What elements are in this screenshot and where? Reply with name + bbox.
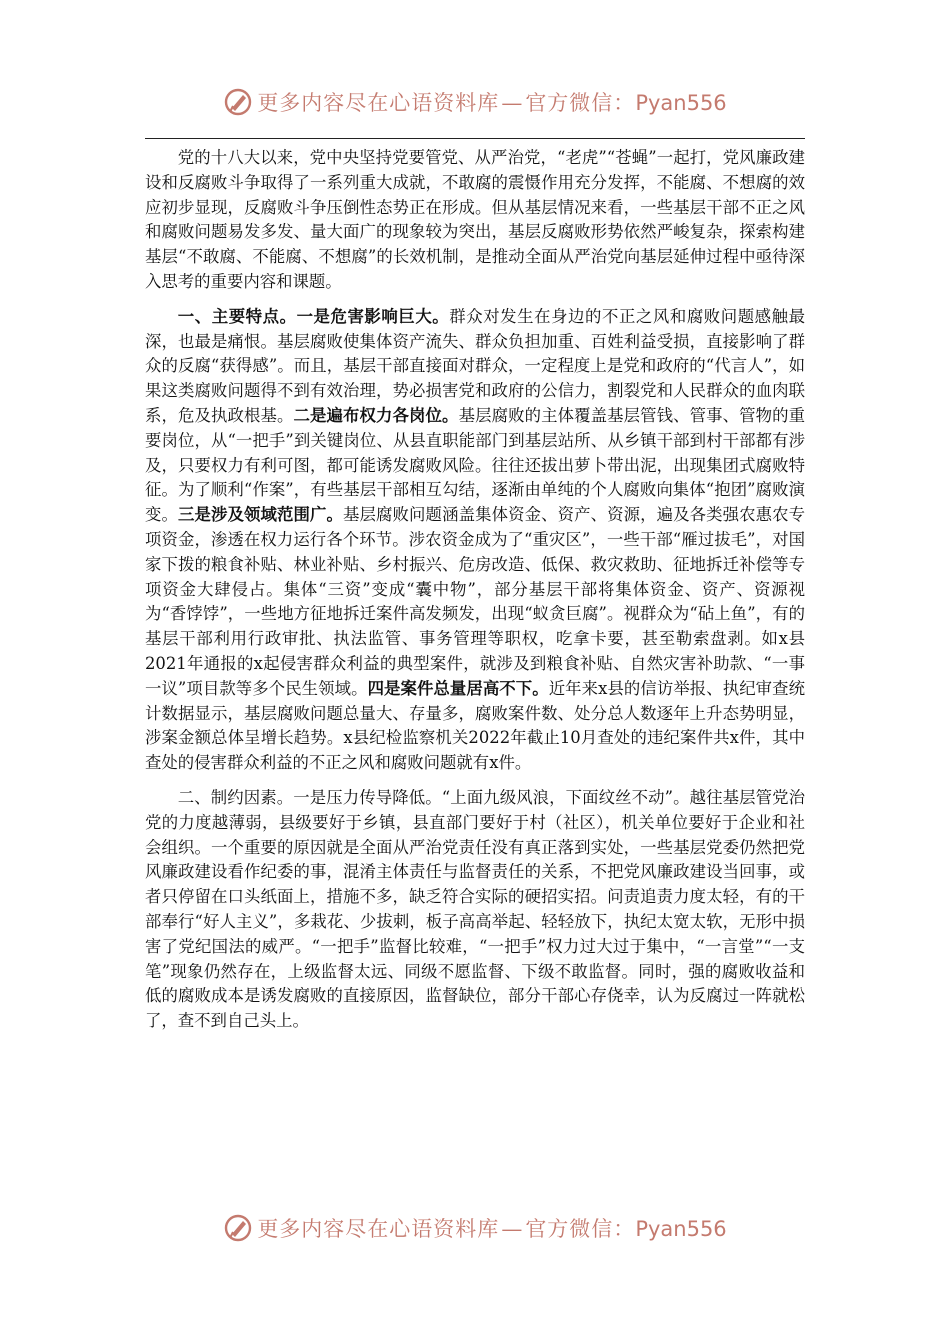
text-features-3: 基层腐败问题涵盖集体资金、资产、资源，遍及各类强农惠农专项资金，渗透在权力运行各个环节。涉农资金成为了“重灾区”，一些干部“雁过拔毛”，对国家下拨的粮食补贴、林业补贴、乡村振兴、危房改造、低保、救灾救助、征地拆迁补偿等专项资金大肆侵占。集体“三资”变成“囊中物”，部分基层干部将集体资金、资产、资源视为“香饽饽”，一些地方征地拆迁案件高发频发，出现“蚁贪巨腐”。视群众为“砧上鱼”，有的基层干部利用行政审批、执法监管、事务管理等职权，吃拿卡要，甚至勒索盘剥。如x县2021年通报的x起侵害群众利益的典型案件，就涉及到粮食补贴、自然灾害补助款、“一事一议”项目款等多个民生领域。 <box>145 505 806 698</box>
paragraph-features <box>145 305 805 776</box>
pen-logo-icon <box>223 87 253 117</box>
heading-features: 一、主要特点。一是危害影响巨大。 <box>177 306 450 326</box>
text-features-4: 近年来x县的信访举报、执纪审查统计数据显示，基层腐败问题总量大、存量多，腐败案件数、处分总人数逐年上升态势明显，涉案金额总体呈增长趋势。x县纪检监察机关2022年截止10月查处的违纪案件共x件，其中查处的侵害群众利益的不正之风和腐败问题就有x件。 <box>145 678 805 773</box>
paragraph-constraints: 二、制约因素。一是压力传导降低。“上面九级风浪，下面纹丝不动”。越往基层管党治党的力度越薄弱，县级要好于乡镇，县直部门要好于村（社区），机关单位要好于企业和社会组织。一个重要的原因就是全面从严治党责任没有真正落到实处，一些基层党委仍然把党风廉政建设看作纪委的事，混淆主体责任与监督责任的关系，不把党风廉政建设当回事，或者只停留在口头纸面上，措施不多，缺乏符合实际的硬招实招。问责追责力度太轻，有的干部奉行“好人主义”，多栽花、少拔刺，板子高高举起、轻轻放下，执纪太宽太软，无形中损害了党纪国法的威严。“一把手”监督比较难，“一把手”权力过大过于集中，“一言堂”“一支笔”现象仍然存在，上级监督太远、同级不愿监督、下级不敢监督。同时，强的腐败收益和低的腐败成本是诱发腐败的直接原因，监督缺位，部分干部心存侥幸，认为反腐过一阵就松了，查不到自己头上。 <box>145 787 805 1031</box>
banner-account: Pyan556 <box>635 1217 727 1241</box>
pen-logo-icon <box>223 1213 253 1243</box>
heading-point-3: 三是涉及领域范围广。 <box>178 505 344 525</box>
banner-dash: — <box>501 1217 524 1241</box>
banner-dash: — <box>501 91 524 115</box>
paragraph-intro: 党的十八大以来，党中央坚持党要管党、从严治党，“老虎”“苍蝇”一起打，党风廉政建设和反腐败斗争取得了一系列重大成就，不敢腐的震慑作用充分发挥，不能腐、不想腐的效应初步显现，反腐败斗争压倒性态势正在形成。但从基层情况来看，一些基层干部不正之风和腐败问题易发多发、量大面广的现象较为突出，基层反腐败形势依然严峻复杂，探索构建基层“不敢腐、不能腐、不想腐”的长效机制，是推动全面从严治党向基层延伸过程中亟待深入思考的重要内容和课题。 <box>145 148 805 291</box>
text-features-2: 基层腐败的主体覆盖基层管钱、管事、管物的重要岗位，从“一把手”到关键岗位、从县直职能部门到基层站所、从乡镇干部到村干部都有涉及，只要权力有利可图，都可能诱发腐败风险。往往还拔出萝卜带出泥，出现集团式腐败特征。为了顺利“作案”，有些基层干部相互勾结，逐渐由单纯的个人腐败向集体“抱团”腐败演变。 <box>145 405 806 525</box>
banner-label: 官方微信： <box>525 1217 636 1241</box>
document-body <box>145 146 805 1044</box>
banner-text <box>257 87 726 117</box>
banner-text <box>257 1213 726 1243</box>
header-banner <box>0 82 950 122</box>
banner-brand: 更多内容尽在心语资料库 <box>257 1217 500 1241</box>
banner-brand: 更多内容尽在心语资料库 <box>257 91 500 115</box>
banner-label: 官方微信： <box>525 91 636 115</box>
header-divider <box>145 138 805 139</box>
text-features-1: 群众对发生在身边的不正之风和腐败问题感触最深，也最是痛恨。基层腐败使集体资产流失、群众负担加重、百姓利益受损，直接影响了群众的反腐“获得感”。而且，基层干部直接面对群众，一定程度上是党和政府的“代言人”，如果这类腐败问题得不到有效治理，势必损害党和政府的公信力，割裂党和人民群众的血肉联系，危及执政根基。 <box>145 306 806 425</box>
heading-point-4: 四是案件总量居高不下。 <box>367 678 549 698</box>
footer-banner <box>0 1208 950 1248</box>
heading-point-2: 二是遍布权力各岗位。 <box>293 405 459 425</box>
banner-account: Pyan556 <box>635 91 727 115</box>
